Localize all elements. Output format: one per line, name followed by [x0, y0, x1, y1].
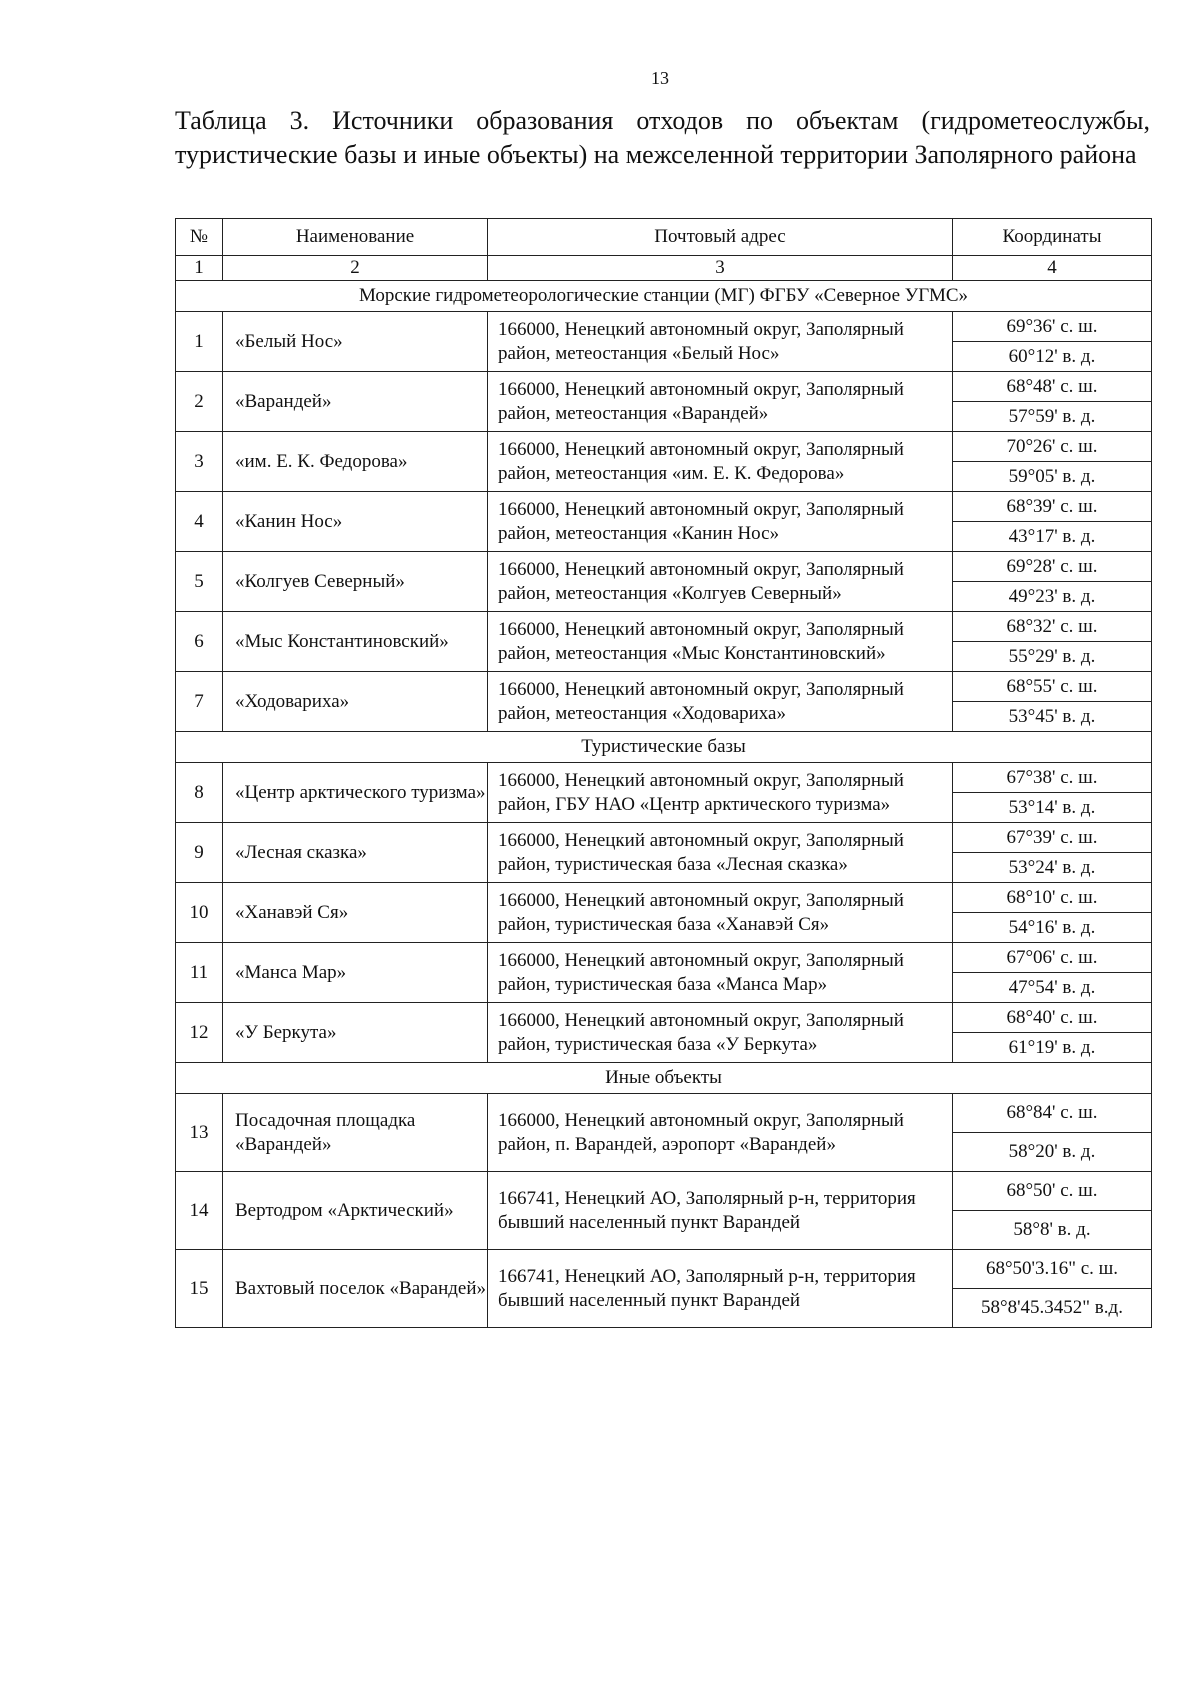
postal-address: 166000, Ненецкий автономный округ, Заполярный район, ГБУ НАО «Центр арктического туризма» [488, 763, 953, 823]
table-row [176, 883, 1152, 913]
object-name: «Варандей» [223, 372, 488, 432]
table-row [176, 823, 1152, 853]
section-title: Туристические базы [176, 732, 1152, 763]
latitude: 70°26' с. ш. [953, 432, 1152, 462]
object-name: «Канин Нос» [223, 492, 488, 552]
latitude: 68°32' с. ш. [953, 612, 1152, 642]
latitude: 69°36' с. ш. [953, 312, 1152, 342]
row-number: 8 [176, 763, 223, 823]
section-row [176, 732, 1152, 763]
section-row [176, 281, 1152, 312]
postal-address: 166000, Ненецкий автономный округ, Заполярный район, туристическая база «У Беркута» [488, 1003, 953, 1063]
header-cell-name: Наименование [223, 219, 488, 256]
postal-address: 166000, Ненецкий автономный округ, Заполярный район, метеостанция «Колгуев Северный» [488, 552, 953, 612]
postal-address: 166000, Ненецкий автономный округ, Заполярный район, метеостанция «им. Е. К. Федорова» [488, 432, 953, 492]
row-number: 4 [176, 492, 223, 552]
longitude: 59°05' в. д. [953, 462, 1152, 492]
object-name: «Лесная сказка» [223, 823, 488, 883]
section-title: Морские гидрометеорологические станции (МГ) ФГБУ «Северное УГМС» [176, 281, 1152, 312]
postal-address: 166000, Ненецкий автономный округ, Заполярный район, туристическая база «Манса Мар» [488, 943, 953, 1003]
section-row [176, 1063, 1152, 1094]
latitude: 68°10' с. ш. [953, 883, 1152, 913]
object-name: Вертодром «Арктический» [223, 1172, 488, 1250]
latitude: 68°39' с. ш. [953, 492, 1152, 522]
longitude: 43°17' в. д. [953, 522, 1152, 552]
postal-address: 166000, Ненецкий автономный округ, Заполярный район, туристическая база «Ханавэй Ся» [488, 883, 953, 943]
column-number: 4 [953, 256, 1152, 281]
table-row [176, 1003, 1152, 1033]
postal-address: 166000, Ненецкий автономный округ, Заполярный район, метеостанция «Ходовариха» [488, 672, 953, 732]
postal-address: 166000, Ненецкий автономный округ, Заполярный район, метеостанция «Варандей» [488, 372, 953, 432]
postal-address: 166000, Ненецкий автономный округ, Заполярный район, туристическая база «Лесная сказка» [488, 823, 953, 883]
section-title: Иные объекты [176, 1063, 1152, 1094]
latitude: 68°40' с. ш. [953, 1003, 1152, 1033]
row-number: 12 [176, 1003, 223, 1063]
longitude: 47°54' в. д. [953, 973, 1152, 1003]
row-number: 7 [176, 672, 223, 732]
table-row [176, 763, 1152, 793]
object-name: «им. Е. К. Федорова» [223, 432, 488, 492]
latitude: 69°28' с. ш. [953, 552, 1152, 582]
column-number: 1 [176, 256, 223, 281]
postal-address: 166000, Ненецкий автономный округ, Заполярный район, метеостанция «Канин Нос» [488, 492, 953, 552]
table-row [176, 672, 1152, 702]
longitude: 55°29' в. д. [953, 642, 1152, 672]
longitude: 60°12' в. д. [953, 342, 1152, 372]
column-number: 3 [488, 256, 953, 281]
latitude: 67°06' с. ш. [953, 943, 1152, 973]
object-name: «Ханавэй Ся» [223, 883, 488, 943]
header-cell-number: № [176, 219, 223, 256]
table-row [176, 1094, 1152, 1133]
object-name: «Мыс Константиновский» [223, 612, 488, 672]
table-row [176, 612, 1152, 642]
table-row [176, 1250, 1152, 1289]
table-row [176, 943, 1152, 973]
longitude: 49°23' в. д. [953, 582, 1152, 612]
row-number: 14 [176, 1172, 223, 1250]
row-number: 3 [176, 432, 223, 492]
object-name: «Ходовариха» [223, 672, 488, 732]
longitude: 53°24' в. д. [953, 853, 1152, 883]
column-number: 2 [223, 256, 488, 281]
row-number: 10 [176, 883, 223, 943]
latitude: 68°48' с. ш. [953, 372, 1152, 402]
header-cell-address: Почтовый адрес [488, 219, 953, 256]
longitude: 54°16' в. д. [953, 913, 1152, 943]
postal-address: 166741, Ненецкий АО, Заполярный р-н, территория бывший населенный пункт Варандей [488, 1172, 953, 1250]
waste-sources-table [175, 218, 1152, 1328]
table-row [176, 372, 1152, 402]
row-number: 15 [176, 1250, 223, 1328]
row-number: 2 [176, 372, 223, 432]
postal-address: 166000, Ненецкий автономный округ, Заполярный район, метеостанция «Мыс Константиновский» [488, 612, 953, 672]
postal-address: 166741, Ненецкий АО, Заполярный р-н, территория бывший населенный пункт Варандей [488, 1250, 953, 1328]
latitude: 68°50' с. ш. [953, 1172, 1152, 1211]
page-number: 13 [651, 68, 669, 88]
row-number: 6 [176, 612, 223, 672]
object-name: «Белый Нос» [223, 312, 488, 372]
column-number-row [176, 256, 1152, 281]
latitude: 68°50'3.16" с. ш. [953, 1250, 1152, 1289]
longitude: 61°19' в. д. [953, 1033, 1152, 1063]
table-row [176, 432, 1152, 462]
object-name: Вахтовый поселок «Варандей» [223, 1250, 488, 1328]
object-name: «Колгуев Северный» [223, 552, 488, 612]
object-name: «У Беркута» [223, 1003, 488, 1063]
table-row [176, 552, 1152, 582]
latitude: 68°84' с. ш. [953, 1094, 1152, 1133]
table-row [176, 1172, 1152, 1211]
longitude: 58°20' в. д. [953, 1133, 1152, 1172]
longitude: 58°8' в. д. [953, 1211, 1152, 1250]
table-row [176, 312, 1152, 342]
postal-address: 166000, Ненецкий автономный округ, Заполярный район, п. Варандей, аэропорт «Варандей» [488, 1094, 953, 1172]
object-name: «Манса Мар» [223, 943, 488, 1003]
longitude: 53°45' в. д. [953, 702, 1152, 732]
latitude: 68°55' с. ш. [953, 672, 1152, 702]
latitude: 67°38' с. ш. [953, 763, 1152, 793]
row-number: 1 [176, 312, 223, 372]
row-number: 11 [176, 943, 223, 1003]
header-row [176, 219, 1152, 256]
object-name: «Центр арктического туризма» [223, 763, 488, 823]
header-cell-coordinates: Координаты [953, 219, 1152, 256]
row-number: 13 [176, 1094, 223, 1172]
table-row [176, 492, 1152, 522]
longitude: 53°14' в. д. [953, 793, 1152, 823]
object-name: Посадочная площадка «Варандей» [223, 1094, 488, 1172]
table-caption: Таблица 3. Источники образования отходов по объектам (гидрометеослужбы, туристические базы и иные объекты) на межселенной территории Заполярного района [175, 106, 1150, 169]
longitude: 57°59' в. д. [953, 402, 1152, 432]
latitude: 67°39' с. ш. [953, 823, 1152, 853]
postal-address: 166000, Ненецкий автономный округ, Заполярный район, метеостанция «Белый Нос» [488, 312, 953, 372]
longitude: 58°8'45.3452" в.д. [953, 1289, 1152, 1328]
row-number: 5 [176, 552, 223, 612]
row-number: 9 [176, 823, 223, 883]
